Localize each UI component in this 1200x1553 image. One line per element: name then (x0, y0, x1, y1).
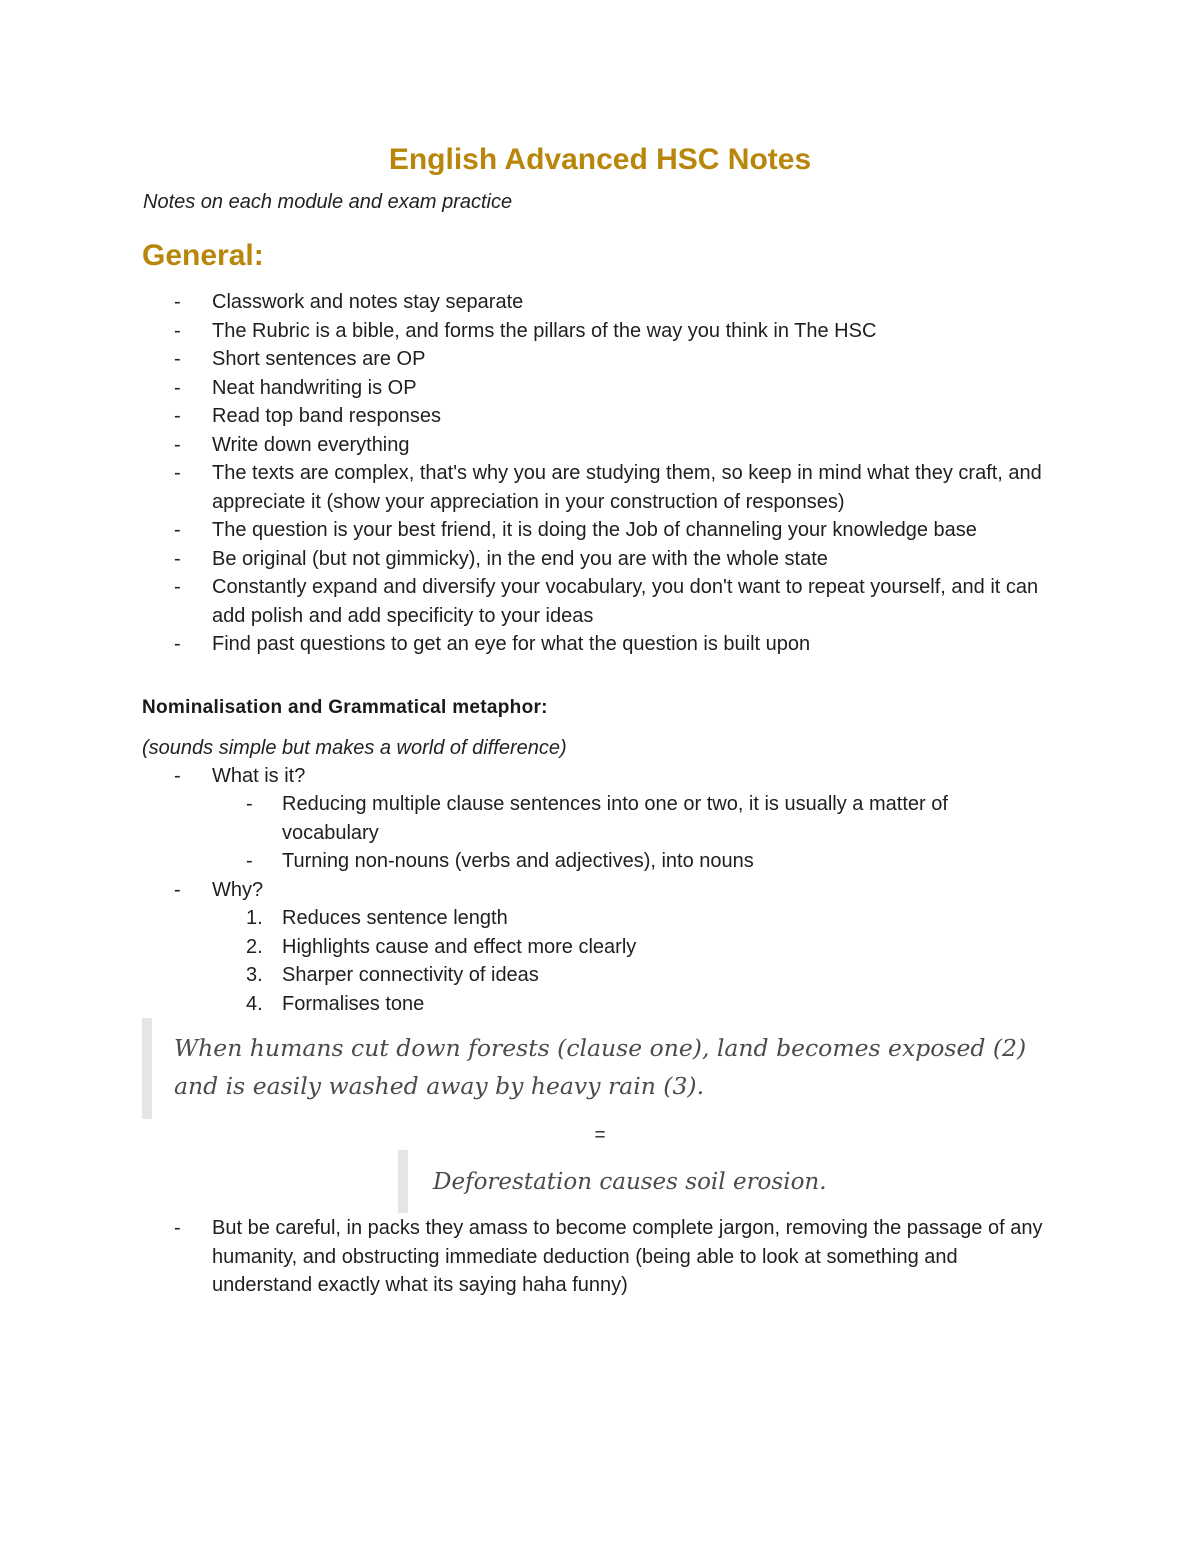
section-heading-general: General: (142, 239, 264, 272)
page-subtitle: Notes on each module and exam practice (143, 191, 513, 213)
general-list-item: The texts are complex, that's why you are studying them, so keep in mind what they craft, and appreciate it (show your appreciation in your construction of responses) (212, 462, 1042, 513)
nominalisation-aside: (sounds simple but makes a world of difference) (142, 737, 567, 759)
general-list-item: Short sentences are OP (212, 348, 426, 370)
general-list-item: Write down everything (212, 434, 410, 456)
general-list-item: Neat handwriting is OP (212, 377, 417, 399)
list-bullet: - (174, 291, 181, 313)
example-long-quote: When humans cut down forests (clause one), land becomes exposed (2) and is easily washed away by heavy rain (3). (174, 1034, 1027, 1100)
what-label: What is it? (212, 765, 306, 787)
example-short-quote: Deforestation causes soil erosion. (433, 1169, 827, 1195)
list-bullet: - (174, 405, 181, 427)
caution-item: But be careful, in packs they amass to become complete jargon, removing the passage of any humanity, and obstructing immediate deduction (being able to look at something and understand exactly what its saying haha funny) (212, 1217, 1043, 1296)
equals-sign: = (594, 1125, 606, 1146)
general-list-item: Read top band responses (212, 405, 442, 427)
why-item-number: 3. (246, 964, 263, 986)
page-title: English Advanced HSC Notes (388, 143, 812, 176)
general-list-item: Find past questions to get an eye for what the question is built upon (212, 633, 811, 655)
why-label: Why? (212, 879, 264, 901)
list-bullet: - (174, 519, 181, 541)
list-bullet: - (174, 548, 181, 570)
list-bullet: - (246, 793, 253, 815)
why-item-number: 2. (246, 936, 263, 958)
quote-bar (142, 1018, 152, 1119)
list-bullet: - (174, 320, 181, 342)
list-bullet: - (174, 879, 181, 901)
section-heading-nominalisation: Nominalisation and Grammatical metaphor: (142, 697, 548, 718)
list-bullet: - (174, 576, 181, 598)
why-item: Highlights cause and effect more clearly (282, 936, 637, 958)
why-item: Formalises tone (282, 993, 425, 1015)
why-item: Sharper connectivity of ideas (282, 964, 539, 986)
why-item: Reduces sentence length (282, 907, 508, 929)
general-list-item: The question is your best friend, it is doing the Job of channeling your knowledge base (212, 519, 977, 541)
what-item: Reducing multiple clause sentences into one or two, it is usually a matter of vocabulary (282, 793, 948, 844)
why-item-number: 4. (246, 993, 263, 1015)
list-bullet: - (174, 1217, 181, 1239)
list-bullet: - (174, 633, 181, 655)
general-list-item: The Rubric is a bible, and forms the pillars of the way you think in The HSC (212, 320, 877, 342)
what-item: Turning non-nouns (verbs and adjectives), into nouns (282, 850, 754, 872)
list-bullet: - (174, 434, 181, 456)
general-list-item: Be original (but not gimmicky), in the end you are with the whole state (212, 548, 828, 570)
quote-bar (398, 1150, 408, 1213)
general-list-item: Classwork and notes stay separate (212, 291, 524, 313)
list-bullet: - (246, 850, 253, 872)
list-bullet: - (174, 377, 181, 399)
list-bullet: - (174, 765, 181, 787)
why-item-number: 1. (246, 907, 263, 929)
general-list-item: Constantly expand and diversify your vocabulary, you don't want to repeat yourself, and it can add polish and add specificity to your ideas (212, 576, 1039, 627)
list-bullet: - (174, 462, 181, 484)
list-bullet: - (174, 348, 181, 370)
